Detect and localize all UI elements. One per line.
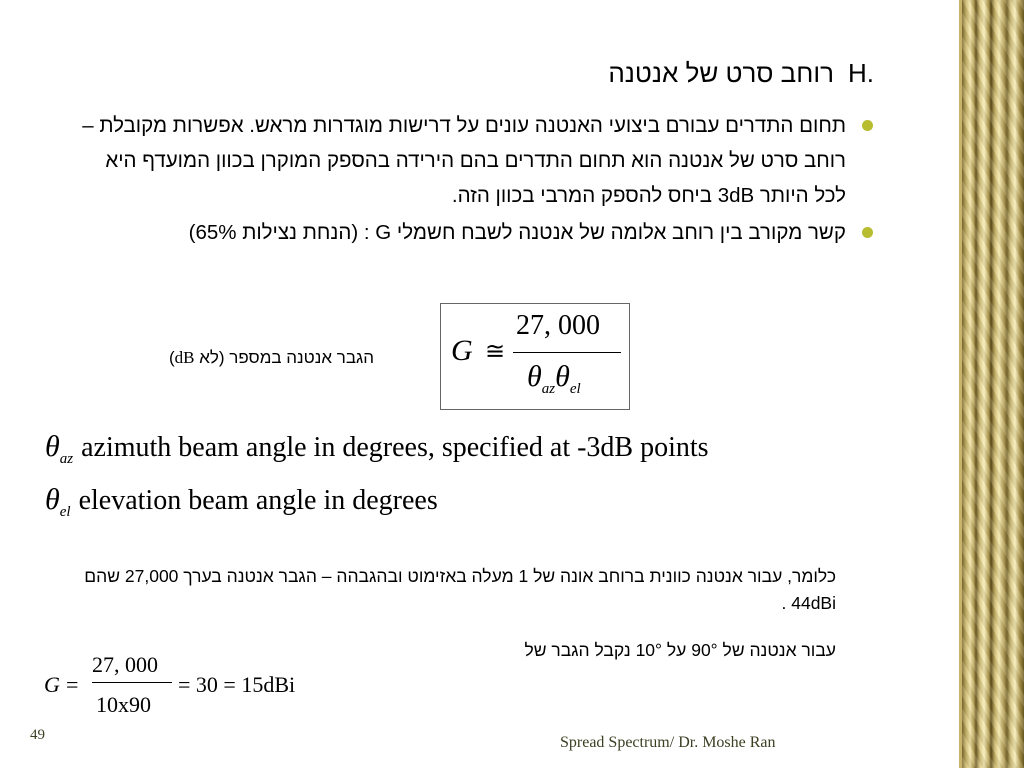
bullet-list bbox=[76, 108, 876, 252]
formula-fraction-line bbox=[513, 352, 621, 353]
definition-elevation bbox=[45, 483, 438, 521]
bullet-text: קשר מקורב בין רוחב אלומה של אנטנה לשבח חשמלי G : (הנחת נצילות 65%) bbox=[188, 221, 846, 244]
theta-symbol: θ bbox=[555, 360, 570, 393]
definition-text: azimuth beam angle in degrees, specified at -3dB points bbox=[81, 432, 709, 463]
bullet-dot-icon bbox=[862, 120, 873, 131]
definition-text: elevation beam angle in degrees bbox=[78, 485, 438, 516]
theta-sub: el bbox=[569, 381, 581, 397]
gain-label-unit: dB bbox=[174, 348, 195, 367]
bullet-item bbox=[76, 108, 876, 213]
theta-sub: az bbox=[59, 451, 74, 467]
formula2-fraction-line bbox=[92, 682, 172, 683]
gain-formula-box bbox=[440, 303, 630, 410]
slide-title bbox=[374, 58, 874, 89]
example-note: כלומר, עבור אנטנה כוונית ברוחב אונה של 1 מעלה באזימוט ובהגבהה – הגבר אנטנה בערך 27,000 שהם 44dBi . bbox=[84, 566, 836, 613]
definition-symbol bbox=[45, 430, 74, 467]
formula2-equals: = bbox=[66, 672, 79, 697]
formula2-numerator: 27, 000 bbox=[92, 652, 158, 677]
formula-approx-symbol: ≅ bbox=[485, 339, 506, 365]
theta-sub: az bbox=[541, 381, 556, 397]
bullet-dot-icon bbox=[862, 227, 873, 238]
theta-symbol: θ bbox=[527, 360, 542, 393]
page-number: 49 bbox=[30, 727, 45, 743]
formula2-result: = 30 = 15dBi bbox=[178, 672, 296, 697]
gain-label bbox=[74, 348, 374, 368]
footer-text: Spread Spectrum/ Dr. Moshe Ran bbox=[560, 734, 776, 751]
formula-numerator: 27, 000 bbox=[516, 310, 600, 341]
formula2-denominator: 10x90 bbox=[96, 692, 151, 717]
decorative-border-texture bbox=[962, 0, 1024, 768]
definition-symbol bbox=[45, 483, 71, 520]
example-note-2: עבור אנטנה של 90° על 10° נקבל הגבר של bbox=[524, 640, 836, 660]
decorative-border-line bbox=[959, 0, 962, 768]
formula-denominator bbox=[527, 360, 581, 398]
gain-calculation-formula bbox=[40, 652, 330, 722]
bullet-item bbox=[76, 215, 876, 250]
theta-sub: el bbox=[59, 504, 71, 520]
theta-symbol: θ bbox=[45, 430, 60, 463]
gain-label-text: הגבר אנטנה במספר (לא bbox=[194, 348, 374, 367]
definition-azimuth bbox=[45, 430, 709, 468]
bullet-text: תחום התדרים עבורם ביצועי האנטנה עונים על דרישות מוגדרות מראש. אפשרות מקובלת – רוחב סרט של אנטנה הוא תחום התדרים בהם הירידה בהספק המוקרן בכוון המועדף היא לכל היותר 3dB ביחס להספק המרבי בכוון הזה. bbox=[82, 114, 846, 207]
theta-symbol: θ bbox=[45, 483, 60, 516]
title-text: רוחב סרט של אנטנה bbox=[608, 58, 834, 88]
formula-gain-symbol: G bbox=[451, 334, 473, 367]
formula2-lhs: G bbox=[44, 672, 60, 697]
title-letter: H. bbox=[848, 58, 874, 88]
gain-label-close: ) bbox=[168, 348, 175, 367]
